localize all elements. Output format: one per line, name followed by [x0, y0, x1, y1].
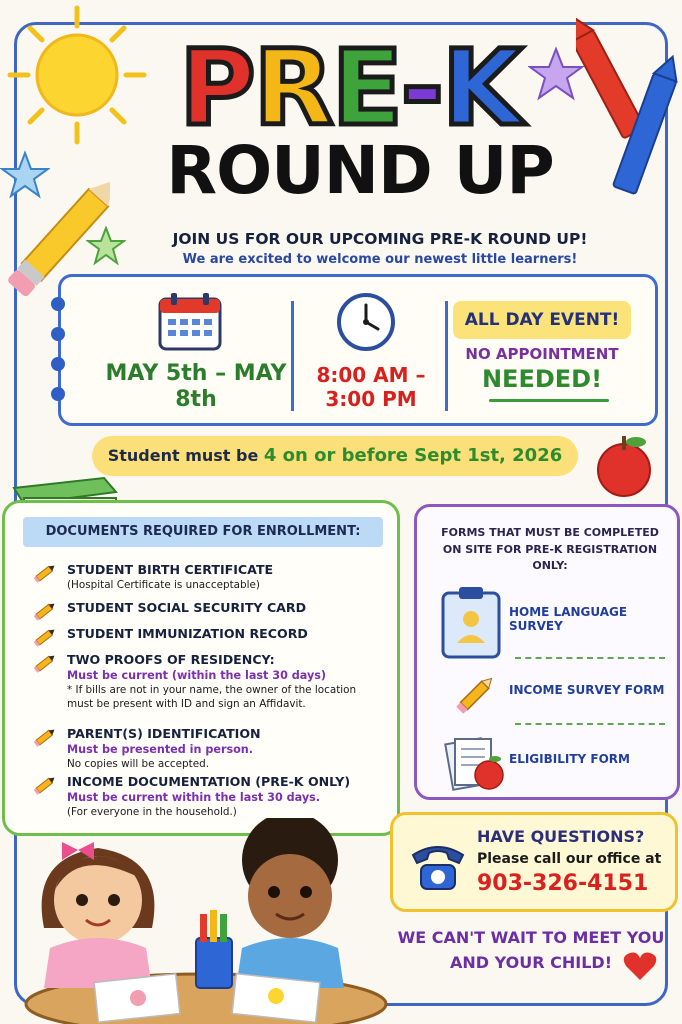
- event-times: 8:00 AM – 3:00 PM: [316, 363, 426, 411]
- eligibility-banner: [92, 436, 578, 476]
- pencil-icon: [33, 600, 57, 622]
- document-name: TWO PROOFS OF RESIDENCY:: [67, 652, 275, 667]
- contact-heading: HAVE QUESTIONS?: [477, 827, 645, 846]
- underline: [489, 399, 609, 402]
- document-requirement: Must be current within the last 30 days.: [67, 791, 321, 804]
- subtitle: ROUND UP: [166, 132, 554, 209]
- binder-ring: [51, 387, 65, 401]
- contact-instructions: Please call our office at: [477, 851, 662, 867]
- forms-title: FORMS THAT MUST BE COMPLETED ON SITE FOR PRE-K REGISTRATION ONLY:: [441, 526, 659, 572]
- clipboard-icon: [439, 585, 503, 661]
- pencil-icon: [33, 774, 57, 796]
- document-name: PARENT(S) IDENTIFICATION: [67, 726, 261, 741]
- papers-apple-icon: [443, 735, 507, 793]
- apple-icon: [590, 430, 658, 498]
- forms-panel: [414, 504, 680, 800]
- document-requirement: Must be presented in person.: [67, 743, 254, 756]
- pencil-icon: [453, 671, 499, 717]
- closing-message: WE CAN'T WAIT TO MEET YOU AND YOUR CHILD!: [397, 928, 665, 972]
- page-title: [120, 28, 580, 148]
- form-name: HOME LANGUAGE SURVEY: [509, 605, 628, 633]
- divider: [515, 723, 665, 725]
- binder-ring: [51, 357, 65, 371]
- needed-text: NEEDED!: [481, 365, 603, 393]
- event-details: [58, 274, 658, 426]
- pencil-icon: [33, 726, 57, 748]
- documents-panel: [2, 500, 400, 836]
- document-name: INCOME DOCUMENTATION (PRE-K ONLY): [67, 774, 351, 789]
- contact-box: [390, 812, 678, 912]
- heart-icon: [622, 950, 658, 982]
- calendar-icon: [157, 291, 223, 353]
- document-note: (Hospital Certificate is unacceptable): [67, 579, 260, 591]
- documents-title: DOCUMENTS REQUIRED FOR ENROLLMENT:: [23, 517, 383, 547]
- pencil-icon: [33, 652, 57, 674]
- document-requirement: Must be current (within the last 30 days): [67, 669, 327, 682]
- binder-ring: [51, 327, 65, 341]
- binder-ring: [51, 297, 65, 311]
- form-name: INCOME SURVEY FORM: [509, 683, 665, 697]
- eligibility-prefix: Student must be: [107, 446, 264, 465]
- document-name: STUDENT BIRTH CERTIFICATE: [67, 562, 274, 577]
- document-name: STUDENT SOCIAL SECURITY CARD: [67, 600, 307, 615]
- document-note: (For everyone in the household.): [67, 806, 237, 819]
- document-note: No copies will be accepted.: [67, 758, 209, 771]
- event-dates: MAY 5th – MAY 8th: [105, 361, 287, 413]
- divider: [445, 301, 448, 411]
- welcome-text: We are excited to welcome our newest little learners!: [182, 252, 578, 267]
- phone-icon: [407, 839, 469, 895]
- children-illustration: [20, 818, 390, 1024]
- form-name: ELIGIBILITY FORM: [509, 752, 630, 766]
- eligibility-date: 4 on or before Sept 1st, 2026: [263, 445, 563, 466]
- clock-icon: [335, 291, 397, 353]
- divider: [515, 657, 665, 659]
- document-name: STUDENT IMMUNIZATION RECORD: [67, 626, 308, 641]
- pencil-icon: [33, 562, 57, 584]
- join-heading: JOIN US FOR OUR UPCOMING PRE-K ROUND UP!: [172, 230, 588, 248]
- phone-number[interactable]: 903-326-4151: [477, 871, 649, 896]
- title-letter: K: [441, 27, 521, 149]
- title-letter: R: [253, 27, 332, 149]
- document-note: * If bills are not in your name, the owner of the location must be present with ID and sign an Affidavit.: [67, 684, 357, 711]
- pencil-icon: [33, 626, 57, 648]
- title-letter: P: [179, 27, 254, 149]
- title-letter: -: [400, 27, 442, 149]
- title-letter: E: [331, 27, 401, 149]
- no-appointment-text: NO APPOINTMENT: [465, 345, 619, 363]
- all-day-badge: ALL DAY EVENT!: [453, 301, 631, 339]
- divider: [291, 301, 294, 411]
